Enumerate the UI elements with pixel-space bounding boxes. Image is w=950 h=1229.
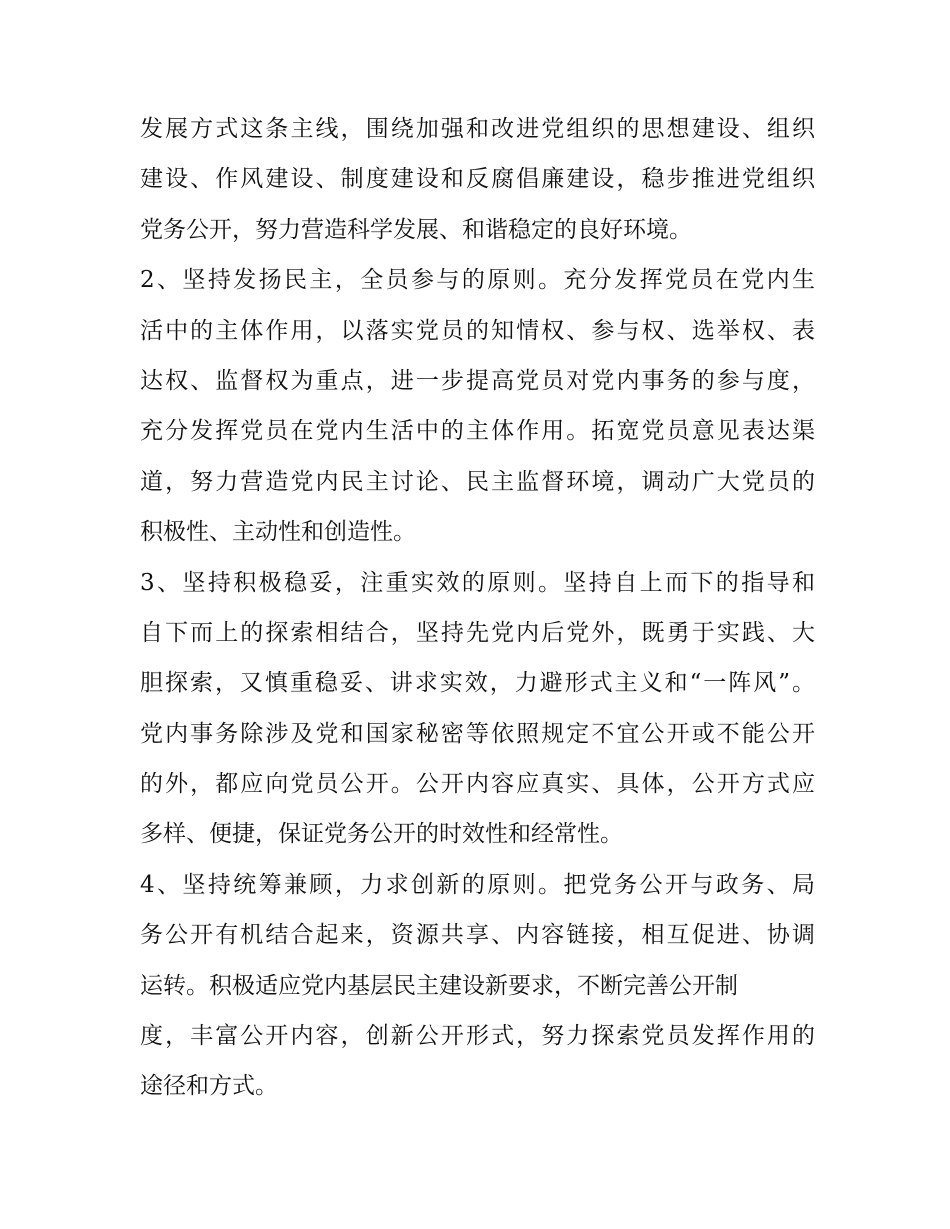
text-line: 党内事务除涉及党和国家秘密等依照规定不宜公开或不能公开 [140,720,815,747]
text-line: 建设、作风建设、制度建设和反腐倡廉建设，稳步推进党组织 [140,166,815,193]
text-line: 积极性、主动性和创造性。 [140,519,416,546]
text-line: 运转。积极适应党内基层民主建设新要求，不断完善公开制 [140,972,738,999]
text-line: 2、坚持发扬民主，全员参与的原则。充分发挥党员在党内生 [140,267,815,294]
text-line: 度，丰富公开内容，创新公开形式，努力探索党员发挥作用的 [140,1023,815,1050]
text-line: 多样、便捷，保证党务公开的时效性和经常性。 [140,821,623,848]
text-line: 途径和方式。 [140,1073,278,1100]
text-line: 达权、监督权为重点，进一步提高党员对党内事务的参与度， [140,367,815,394]
text-line: 发展方式这条主线，围绕加强和改进党组织的思想建设、组织 [140,116,815,142]
document-body [140,104,815,1112]
text-line: 3、坚持积极稳妥，注重实效的原则。坚持自上而下的指导和 [140,569,815,596]
text-line: 道，努力营造党内民主讨论、民主监督环境，调动广大党员的 [140,468,815,495]
text-line: 党务公开，努力营造科学发展、和谐稳定的良好环境。 [140,216,692,243]
text-line: 活中的主体作用，以落实党员的知情权、参与权、选举权、表 [140,317,815,344]
text-line: 务公开有机结合起来，资源共享、内容链接，相互促进、协调 [140,922,815,949]
text-line: 的外，都应向党员公开。公开内容应真实、具体，公开方式应 [140,771,815,798]
text-line: 胆探索，又慎重稳妥、讲求实效，力避形式主义和“一阵风”。 [140,670,815,697]
text-line: 4、坚持统筹兼顾，力求创新的原则。把党务公开与政务、局 [140,871,815,898]
text-line: 自下而上的探索相结合，坚持先党内后党外，既勇于实践、大 [140,619,815,646]
text-line: 充分发挥党员在党内生活中的主体作用。拓宽党员意见表达渠 [140,418,815,445]
